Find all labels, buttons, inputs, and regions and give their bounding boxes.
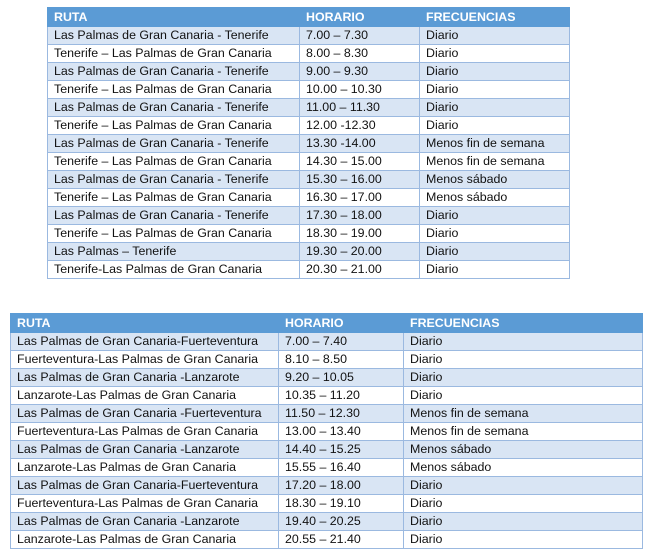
table-row	[48, 117, 570, 135]
table-row	[48, 45, 570, 63]
cell-horario: 13.30 -14.00	[300, 135, 420, 153]
cell-ruta: Tenerife – Las Palmas de Gran Canaria	[48, 189, 300, 207]
cell-ruta: Tenerife – Las Palmas de Gran Canaria	[48, 153, 300, 171]
column-header-ruta: RUTA	[48, 8, 300, 27]
cell-ruta: Las Palmas – Tenerife	[48, 243, 300, 261]
cell-horario: 8.00 – 8.30	[300, 45, 420, 63]
cell-frecuencias: Menos fin de semana	[404, 405, 643, 423]
cell-frecuencias: Diario	[420, 99, 570, 117]
cell-horario: 14.40 – 15.25	[279, 441, 404, 459]
cell-ruta: Tenerife – Las Palmas de Gran Canaria	[48, 117, 300, 135]
table-row	[48, 135, 570, 153]
table-row	[11, 495, 643, 513]
cell-horario: 13.00 – 13.40	[279, 423, 404, 441]
table-row	[48, 153, 570, 171]
column-header-frecuencias: FRECUENCIAS	[404, 314, 643, 333]
column-header-frecuencias: FRECUENCIAS	[420, 8, 570, 27]
table-row	[48, 171, 570, 189]
cell-horario: 10.35 – 11.20	[279, 387, 404, 405]
table-header-row	[48, 8, 570, 27]
cell-frecuencias: Diario	[404, 387, 643, 405]
cell-ruta: Las Palmas de Gran Canaria - Tenerife	[48, 207, 300, 225]
schedule-table-tenerife	[47, 7, 570, 279]
cell-horario: 16.30 – 17.00	[300, 189, 420, 207]
cell-horario: 17.20 – 18.00	[279, 477, 404, 495]
cell-ruta: Tenerife – Las Palmas de Gran Canaria	[48, 81, 300, 99]
table-body	[48, 27, 570, 279]
cell-horario: 10.00 – 10.30	[300, 81, 420, 99]
cell-frecuencias: Menos fin de semana	[420, 135, 570, 153]
cell-frecuencias: Diario	[420, 63, 570, 81]
cell-horario: 18.30 – 19.10	[279, 495, 404, 513]
table-row	[48, 63, 570, 81]
table-row	[48, 189, 570, 207]
cell-horario: 20.55 – 21.40	[279, 531, 404, 549]
column-header-horario: HORARIO	[279, 314, 404, 333]
table-row	[48, 261, 570, 279]
cell-horario: 11.50 – 12.30	[279, 405, 404, 423]
cell-horario: 14.30 – 15.00	[300, 153, 420, 171]
cell-horario: 17.30 – 18.00	[300, 207, 420, 225]
cell-ruta: Las Palmas de Gran Canaria - Tenerife	[48, 171, 300, 189]
cell-ruta: Fuerteventura-Las Palmas de Gran Canaria	[11, 495, 279, 513]
cell-frecuencias: Diario	[404, 531, 643, 549]
cell-horario: 12.00 -12.30	[300, 117, 420, 135]
cell-ruta: Las Palmas de Gran Canaria-Fuerteventura	[11, 477, 279, 495]
cell-horario: 9.20 – 10.05	[279, 369, 404, 387]
cell-horario: 19.40 – 20.25	[279, 513, 404, 531]
cell-ruta: Las Palmas de Gran Canaria -Fuerteventura	[11, 405, 279, 423]
cell-ruta: Lanzarote-Las Palmas de Gran Canaria	[11, 387, 279, 405]
cell-frecuencias: Diario	[420, 261, 570, 279]
cell-frecuencias: Diario	[420, 117, 570, 135]
table-row	[11, 513, 643, 531]
cell-frecuencias: Diario	[420, 27, 570, 45]
cell-ruta: Las Palmas de Gran Canaria - Tenerife	[48, 63, 300, 81]
cell-frecuencias: Diario	[420, 225, 570, 243]
cell-frecuencias: Diario	[404, 477, 643, 495]
table-row	[11, 369, 643, 387]
table-row	[11, 423, 643, 441]
cell-ruta: Lanzarote-Las Palmas de Gran Canaria	[11, 459, 279, 477]
cell-horario: 9.00 – 9.30	[300, 63, 420, 81]
cell-ruta: Las Palmas de Gran Canaria - Tenerife	[48, 135, 300, 153]
cell-frecuencias: Diario	[404, 369, 643, 387]
cell-frecuencias: Diario	[404, 333, 643, 351]
cell-ruta: Las Palmas de Gran Canaria - Tenerife	[48, 99, 300, 117]
table-row	[11, 351, 643, 369]
cell-frecuencias: Diario	[420, 81, 570, 99]
table-row	[11, 441, 643, 459]
cell-frecuencias: Menos sábado	[420, 171, 570, 189]
cell-ruta: Las Palmas de Gran Canaria -Lanzarote	[11, 513, 279, 531]
table-row	[11, 477, 643, 495]
table-row	[48, 27, 570, 45]
cell-horario: 15.55 – 16.40	[279, 459, 404, 477]
cell-ruta: Las Palmas de Gran Canaria -Lanzarote	[11, 369, 279, 387]
table-body	[11, 333, 643, 549]
cell-ruta: Lanzarote-Las Palmas de Gran Canaria	[11, 531, 279, 549]
cell-horario: 20.30 – 21.00	[300, 261, 420, 279]
cell-frecuencias: Diario	[420, 243, 570, 261]
cell-horario: 7.00 – 7.30	[300, 27, 420, 45]
cell-frecuencias: Diario	[404, 351, 643, 369]
table-row	[48, 243, 570, 261]
cell-horario: 19.30 – 20.00	[300, 243, 420, 261]
cell-frecuencias: Diario	[420, 45, 570, 63]
column-header-horario: HORARIO	[300, 8, 420, 27]
cell-ruta: Las Palmas de Gran Canaria -Lanzarote	[11, 441, 279, 459]
cell-frecuencias: Diario	[404, 513, 643, 531]
cell-ruta: Fuerteventura-Las Palmas de Gran Canaria	[11, 351, 279, 369]
table-row	[48, 225, 570, 243]
table-header-row	[11, 314, 643, 333]
cell-frecuencias: Diario	[420, 207, 570, 225]
cell-ruta: Tenerife – Las Palmas de Gran Canaria	[48, 45, 300, 63]
cell-horario: 7.00 – 7.40	[279, 333, 404, 351]
cell-ruta: Tenerife – Las Palmas de Gran Canaria	[48, 225, 300, 243]
cell-frecuencias: Menos sábado	[404, 441, 643, 459]
cell-ruta: Las Palmas de Gran Canaria-Fuerteventura	[11, 333, 279, 351]
cell-frecuencias: Menos sábado	[404, 459, 643, 477]
cell-horario: 11.00 – 11.30	[300, 99, 420, 117]
table-row	[48, 81, 570, 99]
cell-ruta: Fuerteventura-Las Palmas de Gran Canaria	[11, 423, 279, 441]
cell-frecuencias: Menos sábado	[420, 189, 570, 207]
cell-frecuencias: Menos fin de semana	[420, 153, 570, 171]
cell-horario: 15.30 – 16.00	[300, 171, 420, 189]
cell-frecuencias: Diario	[404, 495, 643, 513]
table-row	[48, 207, 570, 225]
table-row	[11, 405, 643, 423]
column-header-ruta: RUTA	[11, 314, 279, 333]
cell-horario: 8.10 – 8.50	[279, 351, 404, 369]
cell-frecuencias: Menos fin de semana	[404, 423, 643, 441]
table-row	[11, 531, 643, 549]
table-row	[48, 99, 570, 117]
table-row	[11, 459, 643, 477]
cell-ruta: Tenerife-Las Palmas de Gran Canaria	[48, 261, 300, 279]
schedule-table-fuerteventura-lanzarote	[10, 313, 643, 549]
table-row	[11, 387, 643, 405]
cell-ruta: Las Palmas de Gran Canaria - Tenerife	[48, 27, 300, 45]
table-row	[11, 333, 643, 351]
cell-horario: 18.30 – 19.00	[300, 225, 420, 243]
